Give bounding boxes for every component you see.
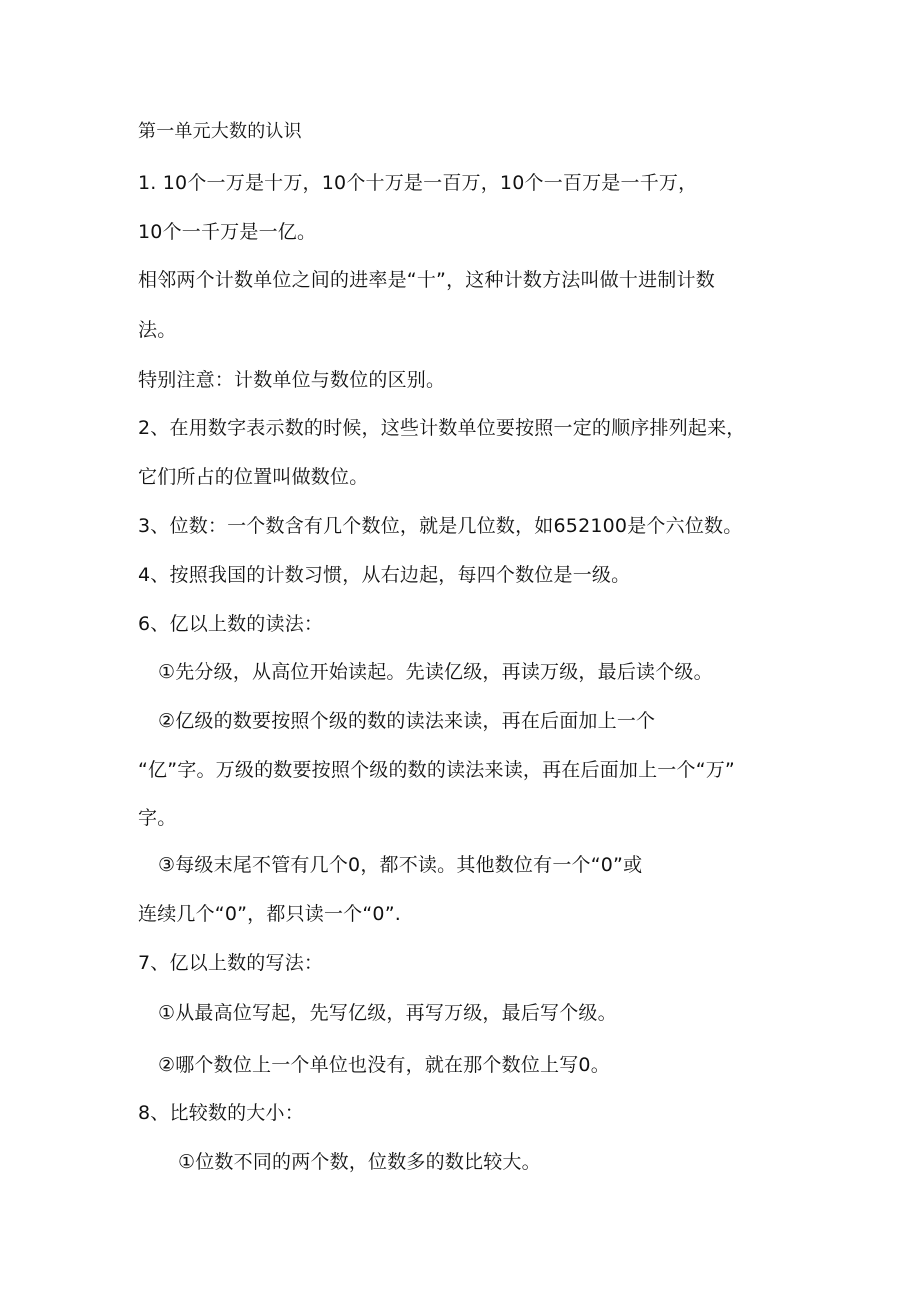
text-line: 6、亿以上数的读法： xyxy=(138,613,324,635)
text-line: 连续几个“0”，都只读一个“0”. xyxy=(138,903,401,925)
text-line: ②亿级的数要按照个级的数的读法来读，再在后面加上一个 xyxy=(158,710,656,732)
unit-title: 第一单元大数的认识 xyxy=(138,121,302,142)
text-line: ②哪个数位上一个单位也没有，就在那个数位上写0。 xyxy=(158,1054,610,1076)
text-line: ③每级末尾不管有几个0，都不读。其他数位有一个“0”或 xyxy=(158,854,643,876)
text-line: ①先分级，从高位开始读起。先读亿级，再读万级，最后读个级。 xyxy=(158,661,713,683)
text-line: “亿”字。万级的数要按照个级的数的读法来读，再在后面加上一个“万” xyxy=(138,759,735,781)
text-line: 10个一千万是一亿。 xyxy=(138,221,317,243)
text-line: 1. 10个一万是十万，10个十万是一百万，10个一百万是一千万， xyxy=(138,172,698,194)
text-line: 字。 xyxy=(138,807,177,829)
text-line: 2、在用数字表示数的时候，这些计数单位要按照一定的顺序排列起来， xyxy=(138,417,746,439)
text-line: 3、位数：一个数含有几个数位，就是几位数，如652100是个六位数。 xyxy=(138,515,743,537)
text-line: 7、亿以上数的写法： xyxy=(138,952,324,974)
text-line: 它们所占的位置叫做数位。 xyxy=(138,466,369,488)
text-line: ①位数不同的两个数，位数多的数比较大。 xyxy=(178,1151,541,1173)
text-line: 相邻两个计数单位之间的进率是“十”，这种计数方法叫做十进制计数 xyxy=(138,269,715,291)
text-line: ①从最高位写起，先写亿级，再写万级，最后写个级。 xyxy=(158,1002,617,1024)
text-line: 8、比较数的大小： xyxy=(138,1102,304,1124)
text-line: 法。 xyxy=(138,319,177,341)
text-line: 4、按照我国的计数习惯，从右边起，每四个数位是一级。 xyxy=(138,564,631,586)
text-line: 特别注意：计数单位与数位的区别。 xyxy=(138,369,446,391)
